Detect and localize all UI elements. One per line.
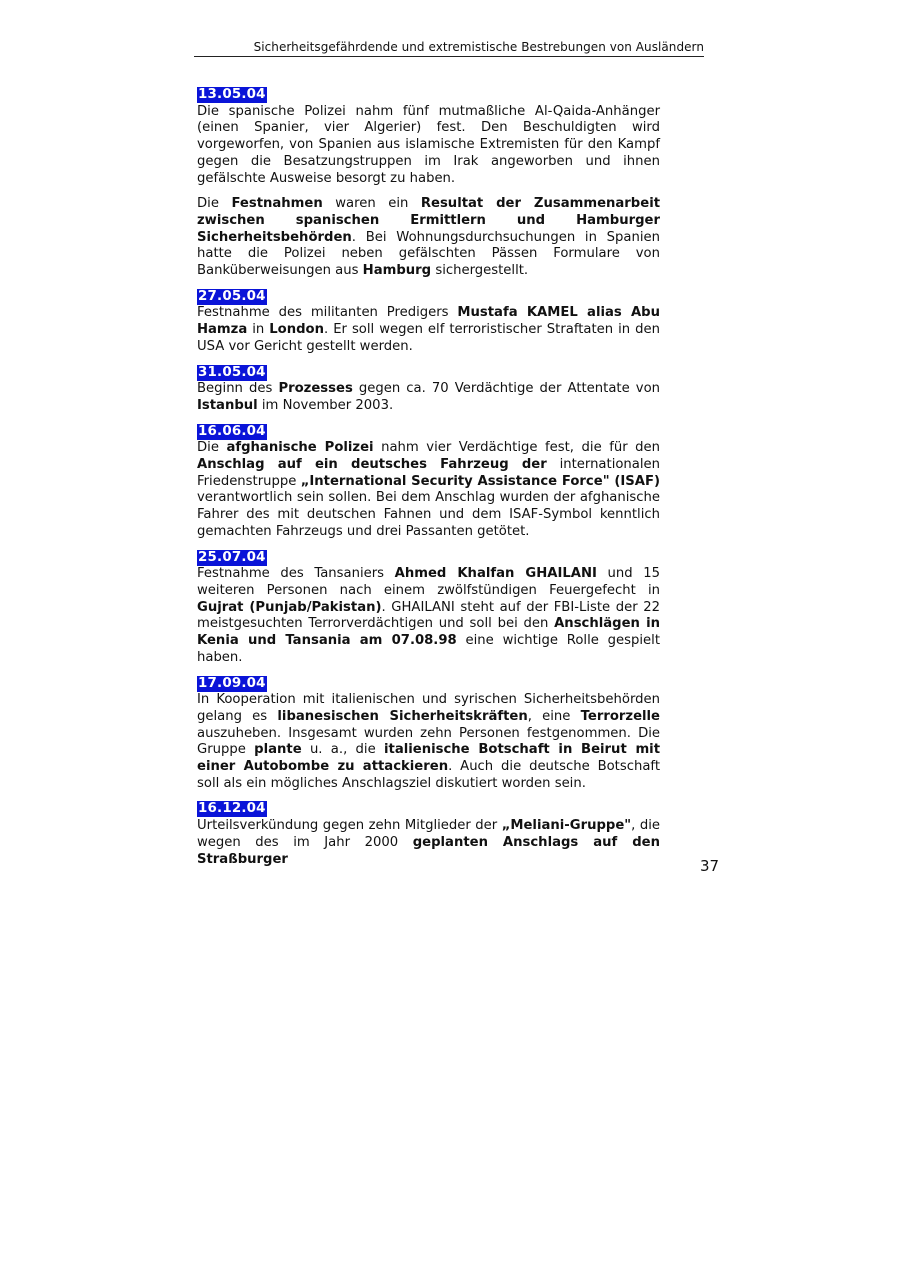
chronology-entry bbox=[197, 289, 660, 356]
body-text: waren ein bbox=[322, 196, 421, 212]
body-text: Die bbox=[197, 440, 227, 456]
body-text: , die wegen des im Jahr 2000 bbox=[197, 818, 660, 850]
emphasized-text: Mustafa KAMEL alias Abu Hamza bbox=[197, 305, 661, 338]
body-text: im November 2003. bbox=[257, 397, 394, 413]
emphasized-text: Anschlag auf ein deutsches Fahrzeug der bbox=[197, 457, 547, 473]
entry-paragraph bbox=[197, 440, 660, 540]
body-text: eine wichtige Rolle gespielt haben. bbox=[197, 633, 660, 665]
body-text: Festnahme des militanten Predigers bbox=[197, 305, 458, 321]
entry-paragraph bbox=[197, 381, 660, 414]
chronology-entry bbox=[197, 424, 660, 541]
date-badge: 17.09.04 bbox=[198, 675, 266, 691]
body-text: , eine bbox=[527, 708, 581, 724]
emphasized-text: Festnahmen bbox=[231, 196, 323, 212]
emphasized-text: Resultat der Zusammenarbeit zwischen spanischen Ermittlern und Hamburger Sicherheitsbehörden bbox=[197, 196, 661, 245]
body-text: Urteilsverkündung gegen zehn Mitglieder der bbox=[197, 818, 502, 834]
emphasized-text: geplanten Anschlags auf den Straßburger bbox=[197, 834, 660, 867]
emphasized-text: Terrorzelle bbox=[580, 708, 661, 724]
body-text: . Auch die deutsche Botschaft soll als ein mögliches Anschlagsziel diskutiert worden sein. bbox=[197, 759, 660, 791]
date-badge: 13.05.04 bbox=[198, 87, 266, 102]
date-badge: 31.05.04 bbox=[198, 364, 266, 380]
body-text: nahm vier Verdächtige fest, die für den bbox=[373, 440, 660, 456]
body-text: Die bbox=[197, 196, 232, 212]
emphasized-text: „International Security Assistance Force" (ISAF) bbox=[300, 473, 660, 489]
emphasized-text: „Meliani-Gruppe" bbox=[501, 818, 632, 834]
body-text: sichergestellt. bbox=[431, 263, 529, 279]
body-text: Beginn des bbox=[197, 381, 279, 397]
entry-paragraph bbox=[197, 566, 660, 666]
chronology-entry bbox=[197, 365, 660, 415]
date-badge: 16.12.04 bbox=[198, 801, 266, 817]
emphasized-text: libanesischen Sicherheitskräften bbox=[277, 708, 528, 724]
date-badge: 16.06.04 bbox=[198, 423, 266, 439]
emphasized-text: Ahmed Khalfan GHAILANI bbox=[394, 566, 597, 582]
body-text: internationalen Friedenstruppe bbox=[197, 457, 660, 489]
page-number: 37 bbox=[700, 857, 720, 875]
emphasized-text: italienische Botschaft in Beirut mit einer Autobombe zu attackieren bbox=[197, 742, 661, 775]
body-text: . Bei Wohnungsdurchsuchungen in Spanien hatte die Polizei neben gefälschten Pässen Formulare von Banküberweisungen aus bbox=[197, 229, 660, 279]
entry-paragraph bbox=[197, 196, 660, 280]
running-header: Sicherheitsgefährdende und extremistische Bestrebungen von Ausländern bbox=[194, 40, 704, 57]
emphasized-text: London bbox=[269, 322, 325, 338]
body-text: Festnahme des Tansaniers bbox=[197, 566, 395, 582]
entry-paragraph bbox=[197, 305, 660, 355]
body-text: u. a., die bbox=[301, 742, 385, 758]
emphasized-text: plante bbox=[254, 742, 302, 758]
body-text: verantwortlich sein sollen. Bei dem Anschlag wurden der afghanische Fahrer des mit deutschen Fahnen und dem ISAF-Symbol kenntlich gemachten Fahrzeugs und drei Passanten getötet. bbox=[197, 490, 660, 539]
body-text: Die spanische Polizei nahm fünf mutmaßliche Al-Qaida-Anhänger (einen Spanier, vier Algerier) fest. Den Beschuldigten wird vorgeworfen, von Spanien aus islamische Extremisten für den Kampf gegen die Besatzungstruppen im Irak angeworben und ihnen gefälschte Ausweise besorgt zu haben. bbox=[197, 103, 660, 186]
chronology-list bbox=[197, 87, 660, 877]
emphasized-text: Gujrat (Punjab/Pakistan) bbox=[197, 599, 382, 615]
chronology-entry bbox=[197, 676, 660, 793]
body-text: gegen ca. 70 Verdächtige der Attentate von bbox=[352, 381, 660, 397]
date-badge: 25.07.04 bbox=[198, 549, 266, 565]
chronology-entry bbox=[197, 550, 660, 667]
entry-paragraph bbox=[197, 818, 660, 868]
body-text: In Kooperation mit italienischen und syrischen Sicherheitsbehörden gelang es bbox=[197, 692, 660, 724]
body-text: in bbox=[247, 322, 270, 338]
emphasized-text: Prozesses bbox=[278, 381, 353, 397]
body-text: und 15 weiteren Personen nach einem zwölfstündigen Feuergefecht in bbox=[197, 566, 660, 598]
date-badge: 27.05.04 bbox=[198, 288, 266, 304]
chronology-entry bbox=[197, 801, 660, 868]
chronology-entry bbox=[197, 87, 660, 280]
body-text: . Er soll wegen elf terroristischer Straftaten in den USA vor Gericht gestellt werden. bbox=[197, 322, 660, 354]
emphasized-text: Istanbul bbox=[197, 397, 258, 413]
emphasized-text: afghanische Polizei bbox=[226, 440, 374, 456]
body-text: auszuheben. Insgesamt wurden zehn Personen festgenommen. Die Gruppe bbox=[197, 725, 660, 758]
emphasized-text: Hamburg bbox=[362, 263, 432, 279]
body-text: . GHAILANI steht auf der FBI-Liste der 22 meistgesuchten Terrorverdächtigen und soll bei den bbox=[197, 599, 660, 632]
emphasized-text: Anschlägen in Kenia und Tansania am 07.08.98 bbox=[197, 616, 660, 649]
entry-paragraph bbox=[197, 104, 660, 188]
entry-paragraph bbox=[197, 692, 660, 792]
